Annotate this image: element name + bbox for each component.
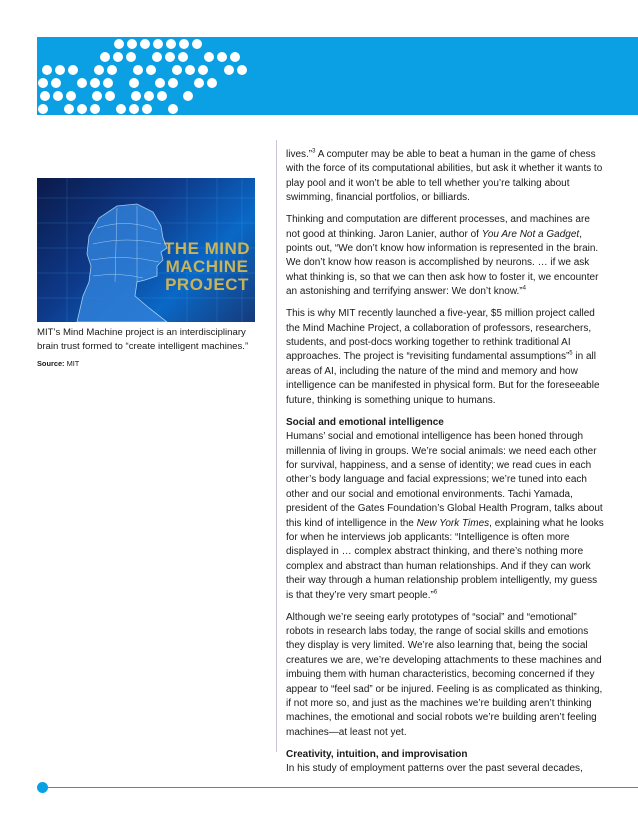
paragraph-5: Although we’re seeing early prototypes of “social” and “emotional” robots in research labs today, the range of social skills and emotions they display is very limited. We’re also learning that, being the social creatures we are, we’re developing attachments to these machines and imbuing them with human characteristics, becoming concerned if they appear to “feel sad” or be injured. Feeling is as complicated as thinking, if not more so, and just as the machines we’re building aren’t thinking machines, the emotional and social robots we’re building aren’t feeling machines—at least not yet. [286,611,603,738]
header-banner [37,37,638,115]
paragraph-6: In his study of employment patterns over the past several decades, [286,763,583,775]
figure-caption: MIT’s Mind Machine project is an interdisciplinary brain trust formed to “create intelligent machines.” [37,327,249,352]
figure-column [37,178,255,368]
paragraph-4: Humans’ social and emotional intelligence has been honed through millennia of living in groups. We’re social animals: we need each other for survival, happiness, and a sense of identity; we read cues in each other’s body language and facial expressions; we’re tuned into each other and our social and emotional environments. Tachi Yamada, president of the Gates Foundation’s Global Health Program, talks about this kind of intelligence in the New York Times, explaining what he looks for when he interviews job applicants: “Intelligence is often more displayed in … complex abstract thinking, and there’s nothing more complex and abstract than human relationships. And if they can work their way through a human relationship problem intelligently, my guess is that they’re very smart people.”$^6$ [286,431,604,601]
section-heading-social: Social and emotional intelligence [286,416,444,428]
footer-dot-icon [37,782,48,793]
paragraph-3: This is why MIT recently launched a five-year, $5 million project called the Mind Machine Project, a collaboration of professors, researchers, students, and post-docs working together to rethink traditional AI approaches. The project is “revisiting fundamental assumptions”$^5$ in all areas of AI, including the nature of the mind and memory and how intelligence can be manifested in physical form. But for the foreseeable future, thinking is something unique to humans. [286,308,600,406]
article-body [286,148,604,784]
source-value: MIT [66,359,80,368]
figure-text-line-1: THE MIND [163,239,251,258]
footer-rule [43,787,638,788]
figure-text-line-3: PROJECT [165,275,249,294]
newspaper-title: New York Times [416,517,490,529]
paragraph-1: lives.”$^3$ A computer may be able to beat a human in the game of chess with the force of its computational abilities, but ask it whether it wants to play pool and it won’t be able to tell whether you’re talking about swimming, financial portfolios, or billiards. [286,148,603,204]
paragraph-2: Thinking and computation are different processes, and machines are not good at thinking. Jaron Lanier, author of You Are Not a Gadget, points out, “We don’t know how information is represented in the brain. We don’t know how reason is accomplished by neurons. … if we ask what thinking is, so that we can then ask how to foster it, we encounter an astonishing and terrifying answer: We don’t know.”$^4$ [286,214,599,298]
book-title: You Are Not a Gadget [481,228,580,240]
section-heading-creativity: Creativity, intuition, and improvisation [286,748,468,760]
mind-machine-figure [37,178,255,322]
source-label: Source: [37,359,65,368]
column-divider [276,140,277,752]
dot-pattern-graphic [37,37,267,115]
figure-source [37,359,255,368]
figure-text-line-2: MACHINE [165,257,249,276]
figure-overlay-text [163,240,251,294]
